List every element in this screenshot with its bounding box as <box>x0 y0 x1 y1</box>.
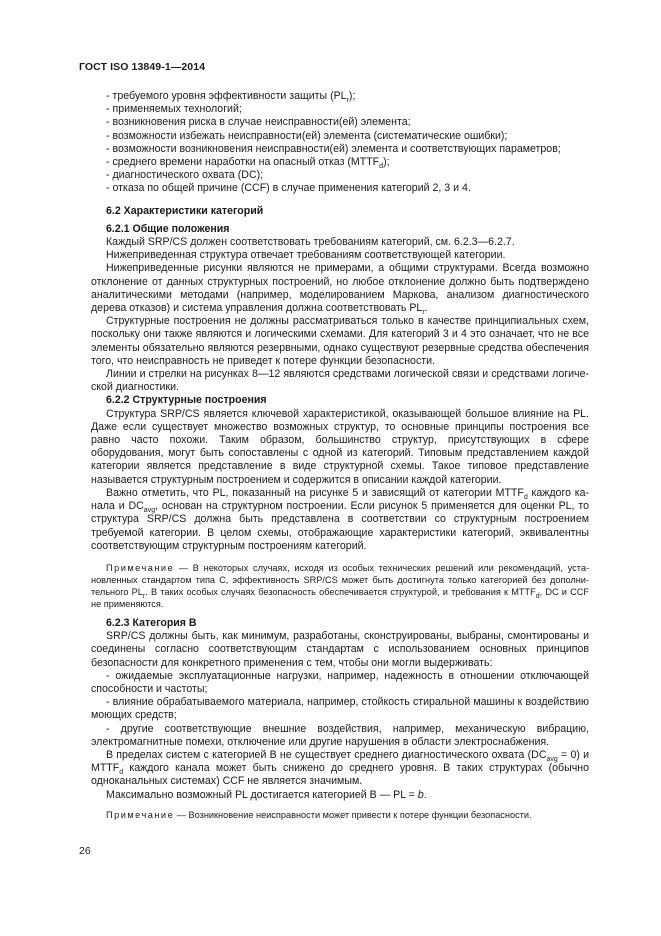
paragraph: Нижеприведенная структура отвечает требованиям соответствующей категории. <box>106 249 506 262</box>
list-item: - диагностического охвата (DC); <box>106 169 264 182</box>
list-item: - применяемых технологий; <box>106 103 242 116</box>
paragraph: Структура SRP/CS является ключевой характеристикой, оказывающей большое влияние на PL. Даже если существует множество возможных структур, то основные принципы построения все равно часто похожи. Таким образом, большинство структур, присутствующих в сфере оборудования, могут быть сопоставлены с одной из категорий. Типовым представлением каждой категории является представление в виде структурной схемы. Такое типовое представление называется структурным построением и содержится в описании каждой категории. <box>91 407 589 486</box>
list-item: - требуемого уровня эффективности защиты $(PL_r)$; <box>106 90 356 105</box>
paragraph: SRP/CS должны быть, как минимум, разработаны, сконструированы, выбраны, смонтированы и соединены согласно соответствующим стандартам с использованием основных принципов безопасности для конкретного применения с тем, чтобы они могли выдерживать: <box>91 630 589 669</box>
list-item: - возможности избежать неисправности(ей) элемента (систематические ошибки); <box>106 129 508 142</box>
paragraph: В пределах систем с категорией В не существует среднего диагностического охвата $(DC_{avg} = 0)$ и $MTTF_d$ каждого канала может быть снижено до среднего уровня. В таких структурах (обычно одноканальных системах) CCF не является значимым. <box>91 748 590 788</box>
paragraph: Максимально возможный PL достигается категорией В — PL = b. <box>106 788 427 801</box>
note-label: Примечание <box>106 809 175 820</box>
list-item: - возникновения риска в случае неисправности(ей) элемента; <box>106 116 411 129</box>
section-heading-6-2-1: 6.2.1 Общие положения <box>106 222 230 235</box>
paragraph: Важно отметить, что PL, показанный на рисунке 5 и зависящий от категории $MTTF_d$ каждого канала и $DC_{avg}$, основан на структурном построении. Если рисунок 5 применяется для оценки PL, то структура SRP/CS должна быть представлена в соответствии со структурным построением требуемой категории. В целом схемы, отображающие характеристики категорий, эквивалентны соответствующим структурным построениям категорий. <box>91 486 589 552</box>
section-heading-6-2-2: 6.2.2 Структурные построения <box>106 394 267 407</box>
note: Примечание — В некоторых случаях, исходя из особых технических решений или рекомендаций, установленных стандартом типа С, эффективность SRP/CS может быть достигнута только категорией без дополнительного $PL_r$. В таких особых случаях безопасность обеспечивается структурой, и требования к $MTTF_d$, DC и CCF не применяются. <box>91 562 589 609</box>
list-item: - другие соответствующие внешние воздействия, например, механическую вибрацию, электромагнитные помехи, отключение или другие нарушения в области электроснабжения. <box>91 722 589 748</box>
list-item: - возможности возникновения неисправности(ей) элемента и соответствующих параметров; <box>106 142 561 155</box>
paragraph: Линии и стрелки на рисунках 8—12 являются средствами логической связи и средствами логической диагностики. <box>91 368 589 394</box>
page-number: 26 <box>79 845 91 857</box>
document-header: ГОСТ ISO 13849-1—2014 <box>79 61 206 73</box>
list-item: - среднего времени наработки на опасный отказ $(MTTF_d)$; <box>106 156 390 171</box>
note-label: Примечание <box>106 562 175 573</box>
paragraph: Каждый SRP/CS должен соответствовать требованиям категорий, см. 6.2.3—6.2.7. <box>106 236 515 249</box>
note: Примечание — Возникновение неисправности может привести к потере функции безопасности. <box>106 809 532 820</box>
list-item: - влияние обрабатываемого материала, например, стойкость стиральной машины к воздействию моющих средств; <box>91 696 589 722</box>
list-item: - отказа по общей причине (CCF) в случае применения категорий 2, 3 и 4. <box>106 182 471 195</box>
section-heading-6-2: 6.2 Характеристики категорий <box>106 204 264 217</box>
section-heading-6-2-3: 6.2.3 Категория В <box>106 616 197 629</box>
document-body <box>91 90 589 821</box>
paragraph: Нижеприведенные рисунки являются не примерами, а общими структурами. Всегда возможно отклонение от данных структурных построений, но любое отклонение должно быть подтверждено аналитическими методами (например, моделированием Маркова, анализом диагностического дерева отказов) и система управления должна соответствовать $PL_r$. <box>91 262 589 317</box>
list-item: - ожидаемые эксплуатационные нагрузки, например, надежность в отношении отключающей способности и частоты; <box>91 669 589 695</box>
paragraph: Структурные построения не должны рассматриваться только в качестве принципиальных схем, поскольку они также являются и логическими схемами. Для категорий 3 и 4 это означает, что не все элементы обязательно являются резервными, однако существуют резервные средства обеспечения того, что неисправность не приведет к потере функции безопасности. <box>91 315 589 367</box>
requirements-list <box>91 90 589 196</box>
